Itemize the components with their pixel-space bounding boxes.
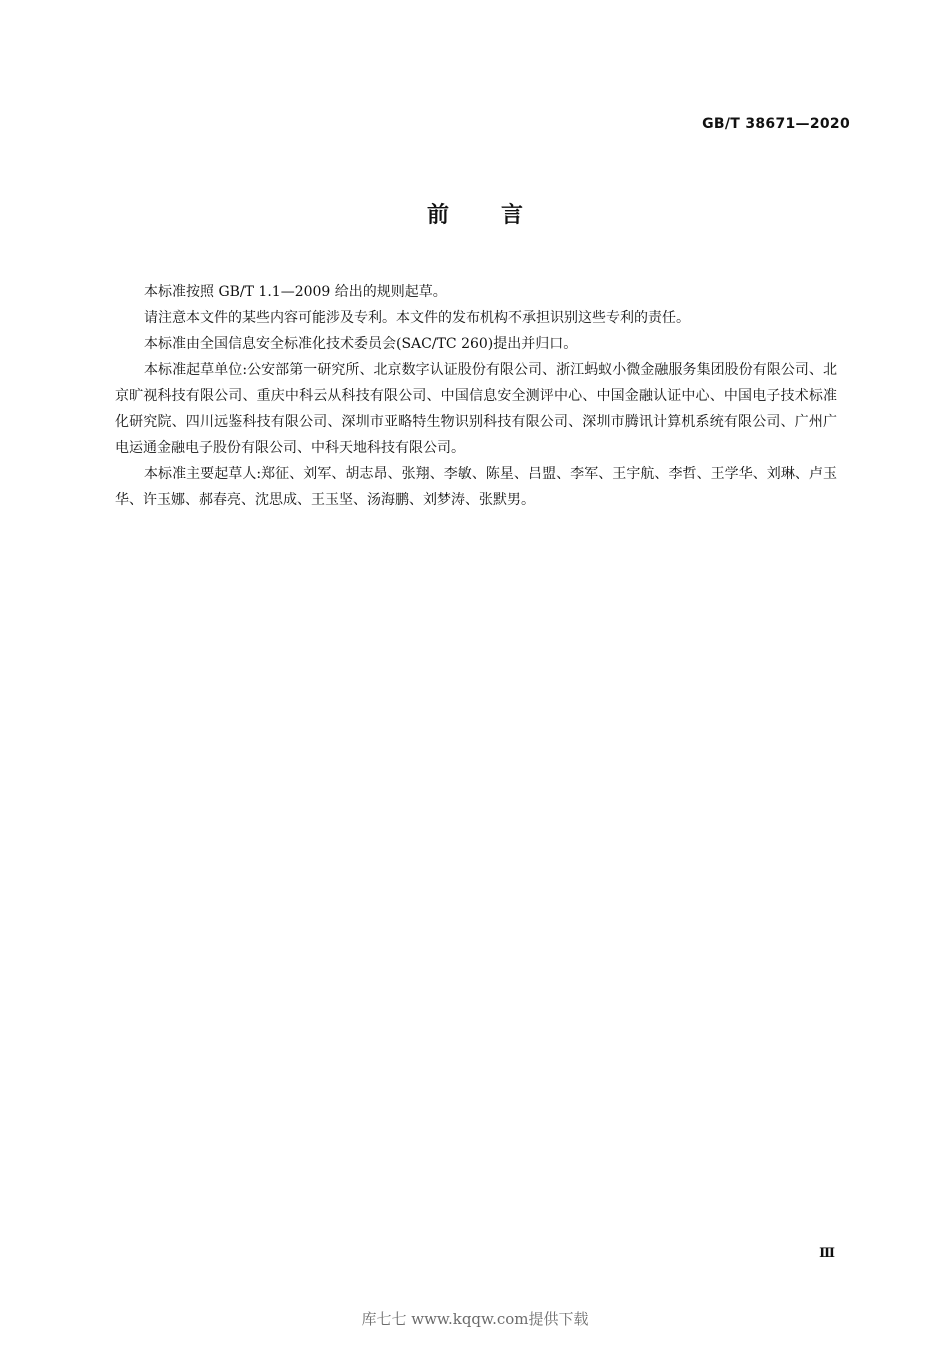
paragraph-drafters: 本标准主要起草人:郑征、刘军、胡志昂、张翔、李敏、陈星、吕盟、李军、王宇航、李哲、王学华、刘琳、卢玉华、许玉娜、郝春亮、沈思成、王玉坚、汤海鹏、刘梦涛、张默男。: [115, 466, 837, 508]
paragraph-drafting-rules: 本标准按照 GB/T 1.1—2009 给出的规则起草。: [144, 284, 447, 300]
paragraph-proposer: 本标准由全国信息安全标准化技术委员会(SAC/TC 260)提出并归口。: [144, 336, 578, 352]
paragraph-drafting-units: 本标准起草单位:公安部第一研究所、北京数字认证股份有限公司、浙江蚂蚁小微金融服务集团股份有限公司、北京旷视科技有限公司、重庆中科云从科技有限公司、中国信息安全测评中心、中国金融认证中心、中国电子技术标准化研究院、四川远鉴科技有限公司、深圳市亚略特生物识别科技有限公司、深圳市腾讯计算机系统有限公司、广州广电运通金融电子股份有限公司、中科天地科技有限公司。: [115, 362, 837, 456]
page-number: Ⅲ: [819, 1246, 835, 1261]
download-footer: 库七七 www.kqqw.com提供下载: [361, 1310, 589, 1328]
standard-code: GB/T 38671—2020: [702, 116, 850, 132]
paragraph-patent-notice: 请注意本文件的某些内容可能涉及专利。本文件的发布机构不承担识别这些专利的责任。: [144, 310, 690, 326]
page-title: 前言: [426, 203, 575, 228]
foreword-body: [115, 279, 837, 513]
